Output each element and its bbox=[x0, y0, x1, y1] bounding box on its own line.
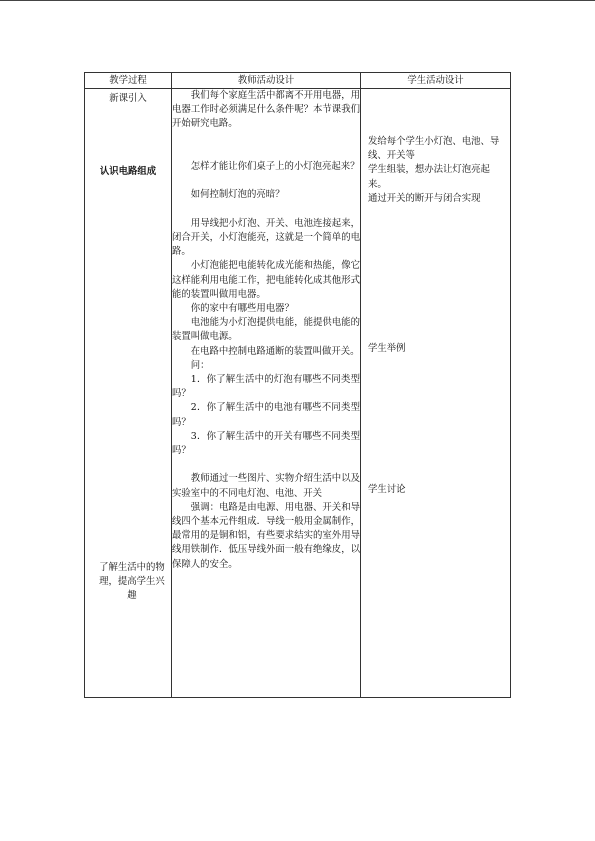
teacher-activity-column bbox=[172, 89, 361, 698]
teacher-paragraph: 在电路中控制电路通断的装置叫做开关。 bbox=[190, 345, 360, 357]
teacher-paragraph: 小灯泡能把电能转化成光能和热能，像它这样能利用电能工作，把电能转化成其他形式能的装置叫做用电器。 bbox=[172, 260, 360, 300]
teacher-paragraph: 怎样才能让你们桌子上的小灯泡亮起来？ bbox=[190, 160, 360, 172]
stage-intro: 新课引入 bbox=[109, 93, 147, 104]
teacher-paragraph: 你的家中有哪些用电器？ bbox=[190, 302, 294, 314]
header-teacher-activity: 教师活动设计 bbox=[172, 73, 361, 89]
teacher-paragraph: 我们每个家庭生活中都离不开用电器，用电器工作时必须满足什么条件呢？本节课我们开始研究电路。 bbox=[172, 90, 360, 130]
stage-life-physics: 了解生活中的物理，提高学生兴趣 bbox=[99, 562, 165, 602]
table-row bbox=[85, 89, 511, 698]
student-activity-item: 学生举例 bbox=[368, 343, 406, 354]
teacher-question: 1．你了解生活中的灯泡有哪些不同类型吗？ bbox=[172, 374, 360, 400]
teacher-paragraph: 强调：电路是由电源、用电器、开关和导线四个基本元件组成．导线一般用金属制作，最常用的是铜和铝，有些要求结实的室外用导线用铁制作．低压导线外面一般有绝缘皮，以保障人的安全。 bbox=[172, 501, 360, 570]
teacher-paragraph: 问： bbox=[190, 359, 210, 371]
student-activity-item: 通过开关的断开与闭合实现 bbox=[368, 192, 481, 204]
header-student-activity: 学生活动设计 bbox=[361, 73, 511, 89]
table-header-row bbox=[85, 73, 511, 89]
page-top-rule bbox=[0, 0, 595, 1]
teacher-question: 3．你了解生活中的开关有哪些不同类型吗？ bbox=[172, 430, 360, 457]
teacher-paragraph: 教师通过一些图片、实物介绍生活中以及实验室中的不同电灯泡、电池、开关 bbox=[172, 473, 360, 499]
teacher-paragraph: 电池能为小灯泡提供电能，能提供电能的装置叫做电源。 bbox=[172, 317, 360, 343]
student-activity-item: 学生组装，想办法让灯泡亮起来。 bbox=[368, 164, 490, 190]
header-teaching-process: 教学过程 bbox=[85, 73, 172, 89]
student-activity-item: 发给每个学生小灯泡、电池、导线、开关等 bbox=[368, 136, 500, 162]
student-activity-column bbox=[361, 89, 511, 698]
teacher-paragraph: 用导线把小灯泡、开关、电池连接起来，闭合开关，小灯泡能亮，这就是一个简单的电路。 bbox=[172, 217, 360, 258]
lesson-plan-table bbox=[84, 72, 511, 698]
stage-column bbox=[85, 89, 172, 698]
student-activity-item: 学生讨论 bbox=[368, 484, 406, 495]
student-activity bbox=[368, 135, 506, 206]
stage-circuit-composition: 认识电路组成 bbox=[99, 166, 157, 177]
teacher-question: 2．你了解生活中的电池有哪些不同类型吗？ bbox=[172, 402, 360, 428]
teacher-paragraph: 如何控制灯泡的亮暗？ bbox=[190, 189, 285, 201]
